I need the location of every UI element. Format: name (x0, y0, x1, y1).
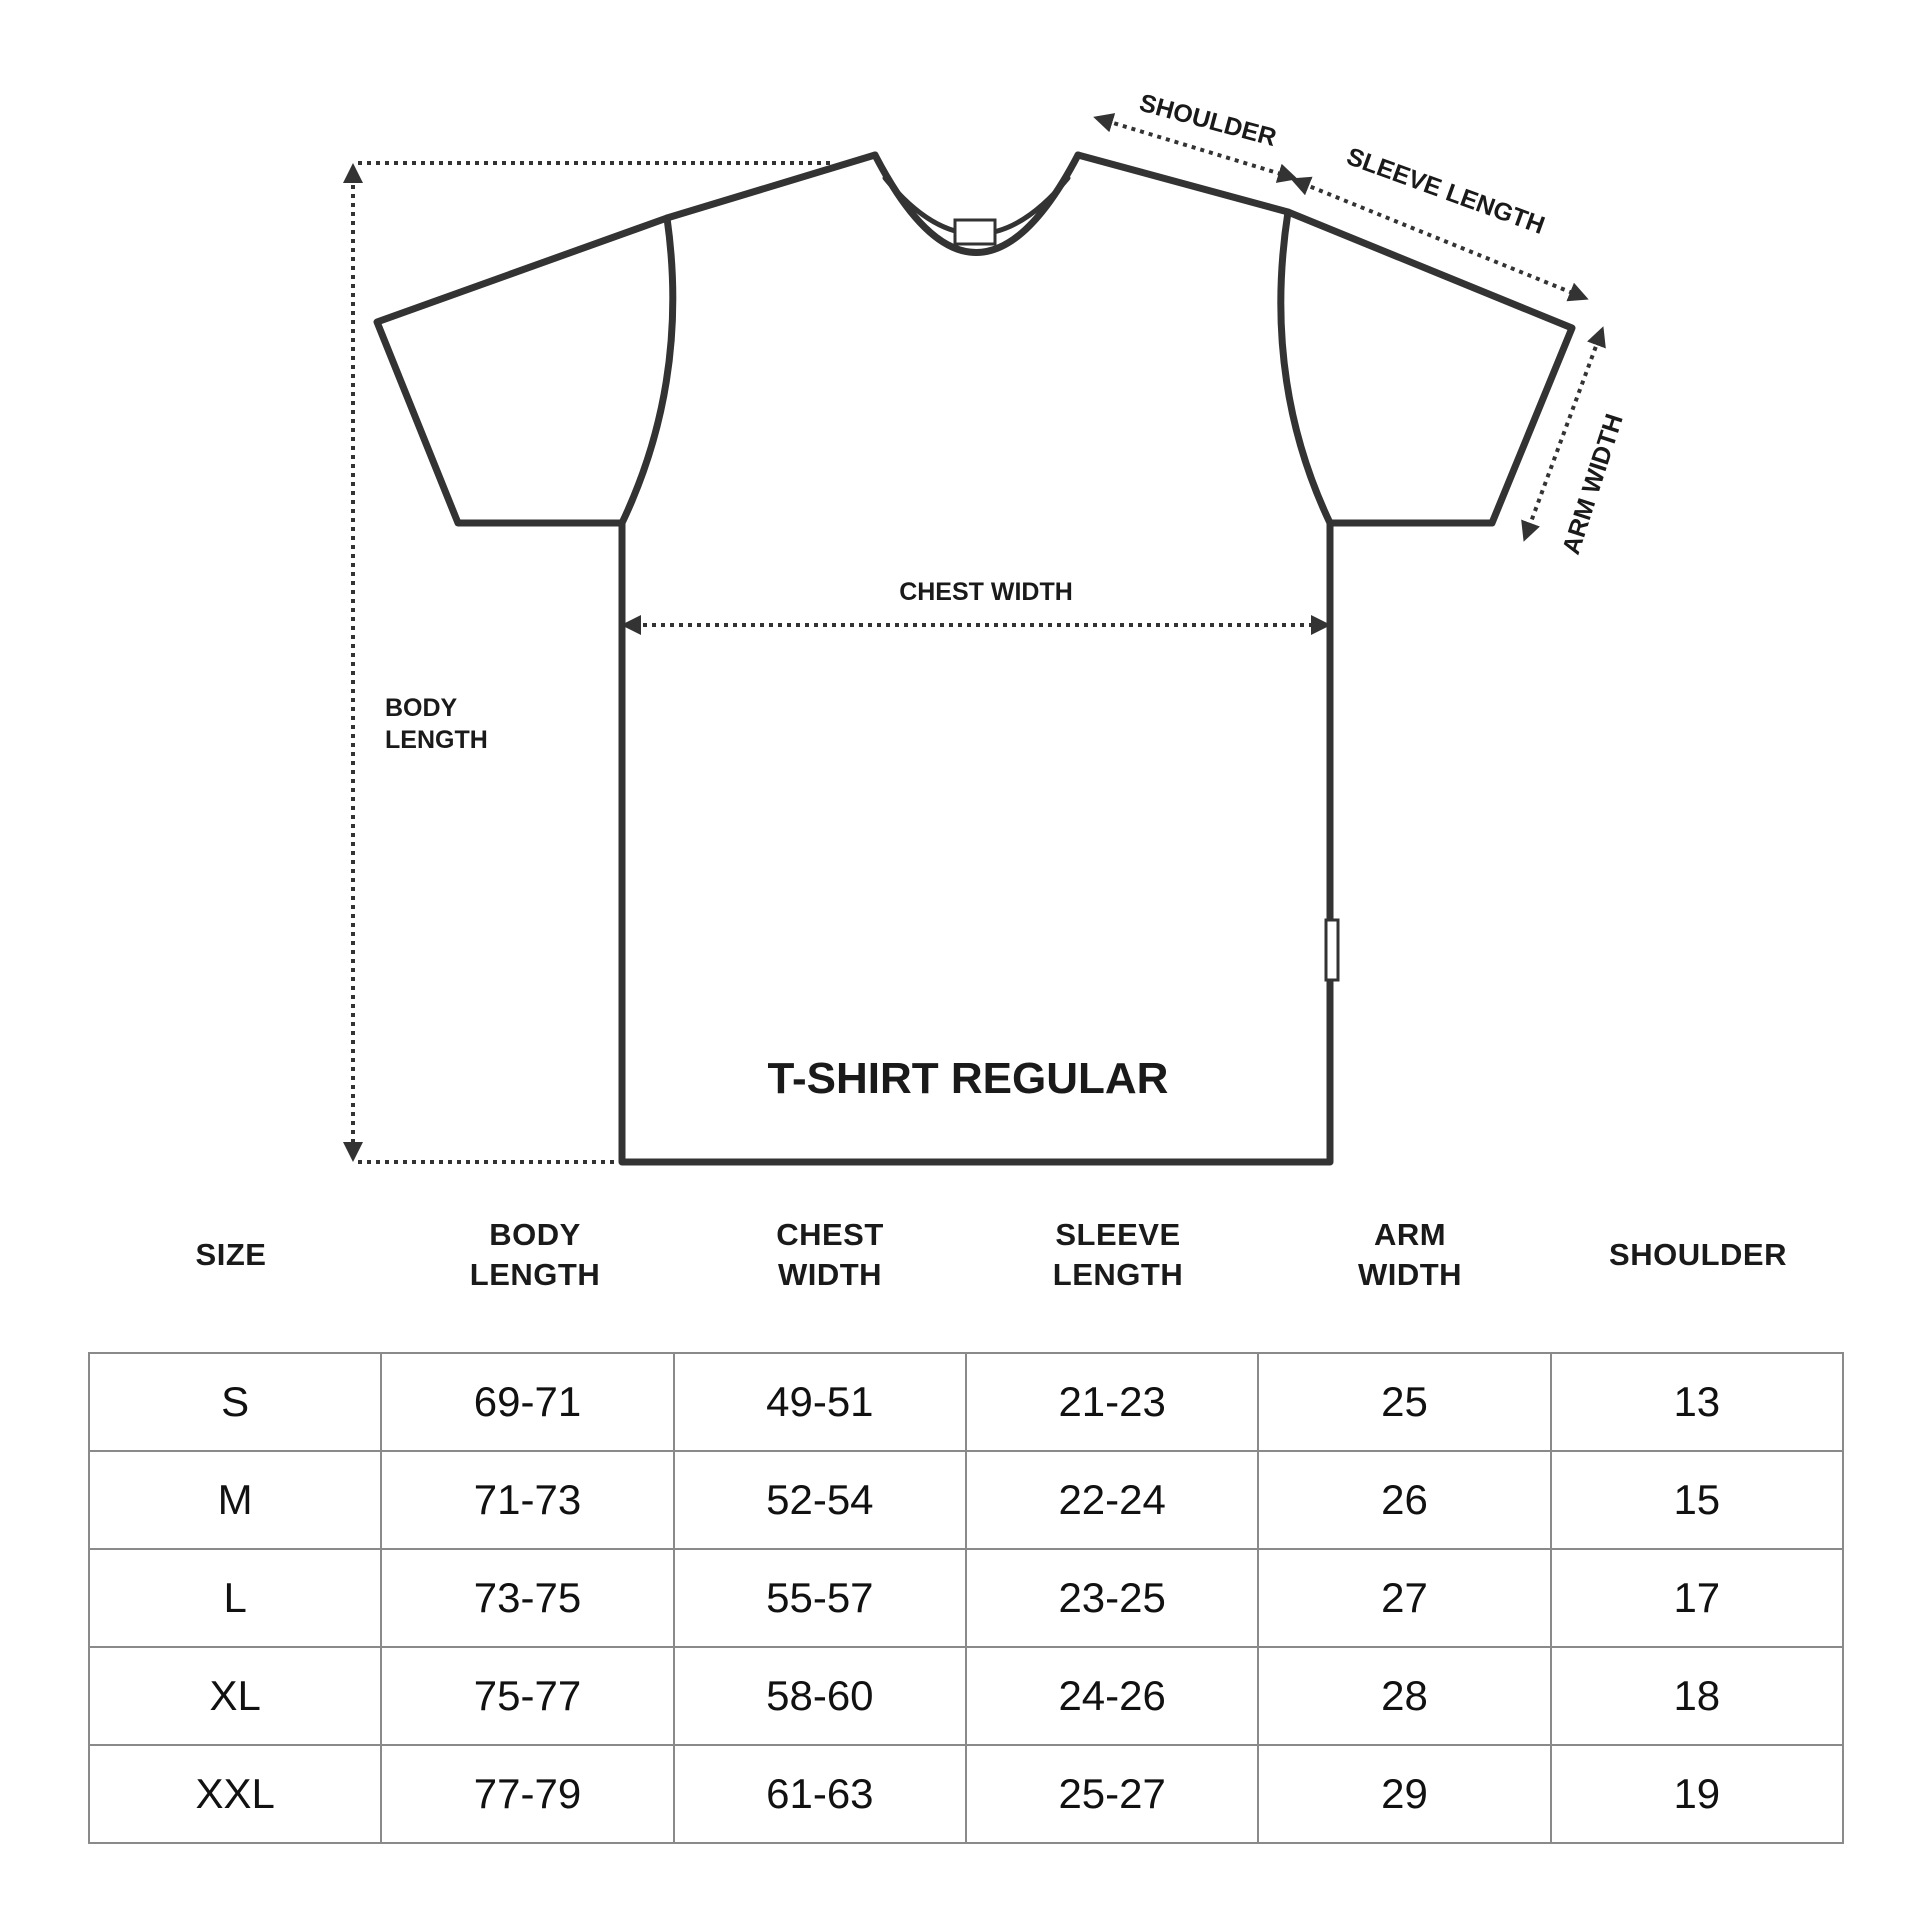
arm-width-label: ARM WIDTH (1557, 410, 1629, 558)
table-row (89, 1745, 1843, 1843)
header-body-length-line2: LENGTH (469, 1257, 601, 1292)
header-shoulder-line1: SHOULDER (1609, 1237, 1787, 1272)
size-cell: M (89, 1451, 381, 1549)
size-cell: S (89, 1353, 381, 1451)
chest-width-cell: 55-57 (674, 1549, 966, 1647)
header-chest-width-line1: CHEST (776, 1217, 884, 1252)
shoulder-cell: 13 (1551, 1353, 1843, 1451)
diagram-title: T-SHIRT REGULAR (767, 1054, 1169, 1103)
header-chest-width-line2: WIDTH (777, 1257, 883, 1292)
table-row (89, 1451, 1843, 1549)
header-size (196, 1235, 267, 1275)
sleeve-length-cell: 24-26 (966, 1647, 1258, 1745)
chest-width-cell: 58-60 (674, 1647, 966, 1745)
body-length-cell: 75-77 (381, 1647, 673, 1745)
size-cell: XL (89, 1647, 381, 1745)
header-sleeve-length-line1: SLEEVE (1055, 1217, 1181, 1252)
body-length-cell: 69-71 (381, 1353, 673, 1451)
arm-width-cell: 26 (1258, 1451, 1550, 1549)
header-body-length (470, 1215, 600, 1295)
size-cell: XXL (89, 1745, 381, 1843)
header-sleeve-length-line2: LENGTH (1052, 1257, 1184, 1292)
header-sleeve-length (1053, 1215, 1183, 1295)
chest-width-cell: 49-51 (674, 1353, 966, 1451)
header-arm-width (1358, 1215, 1462, 1295)
shoulder-cell: 17 (1551, 1549, 1843, 1647)
chest-width-label: CHEST WIDTH (899, 578, 1073, 606)
sleeve-length-cell: 25-27 (966, 1745, 1258, 1843)
sleeve-length-cell: 21-23 (966, 1353, 1258, 1451)
neck-tag (955, 220, 995, 244)
size-cell: L (89, 1549, 381, 1647)
header-shoulder (1609, 1235, 1787, 1275)
shoulder-label: SHOULDER (1136, 88, 1280, 153)
sleeve-length-label: SLEEVE LENGTH (1342, 142, 1549, 240)
table-row (89, 1647, 1843, 1745)
header-arm-width-line1: ARM (1373, 1217, 1447, 1252)
body-length-cell: 71-73 (381, 1451, 673, 1549)
header-size-line1: SIZE (195, 1237, 267, 1272)
sleeve-length-cell: 22-24 (966, 1451, 1258, 1549)
shoulder-cell: 18 (1551, 1647, 1843, 1745)
side-tag (1326, 920, 1338, 980)
chest-width-cell: 61-63 (674, 1745, 966, 1843)
arm-width-cell: 27 (1258, 1549, 1550, 1647)
header-arm-width-line2: WIDTH (1357, 1257, 1463, 1292)
body-length-label-line1: BODY (385, 694, 458, 722)
size-table (88, 1352, 1844, 1844)
header-chest-width (776, 1215, 884, 1295)
arm-width-cell: 28 (1258, 1647, 1550, 1745)
sleeve-length-cell: 23-25 (966, 1549, 1258, 1647)
header-body-length-line1: BODY (489, 1217, 581, 1252)
table-row (89, 1549, 1843, 1647)
arm-width-cell: 29 (1258, 1745, 1550, 1843)
shoulder-cell: 15 (1551, 1451, 1843, 1549)
table-row (89, 1353, 1843, 1451)
body-length-cell: 77-79 (381, 1745, 673, 1843)
shoulder-cell: 19 (1551, 1745, 1843, 1843)
body-length-cell: 73-75 (381, 1549, 673, 1647)
chest-width-cell: 52-54 (674, 1451, 966, 1549)
arm-width-cell: 25 (1258, 1353, 1550, 1451)
tshirt-outline (377, 155, 1572, 1162)
body-length-label-line2: LENGTH (385, 726, 488, 754)
